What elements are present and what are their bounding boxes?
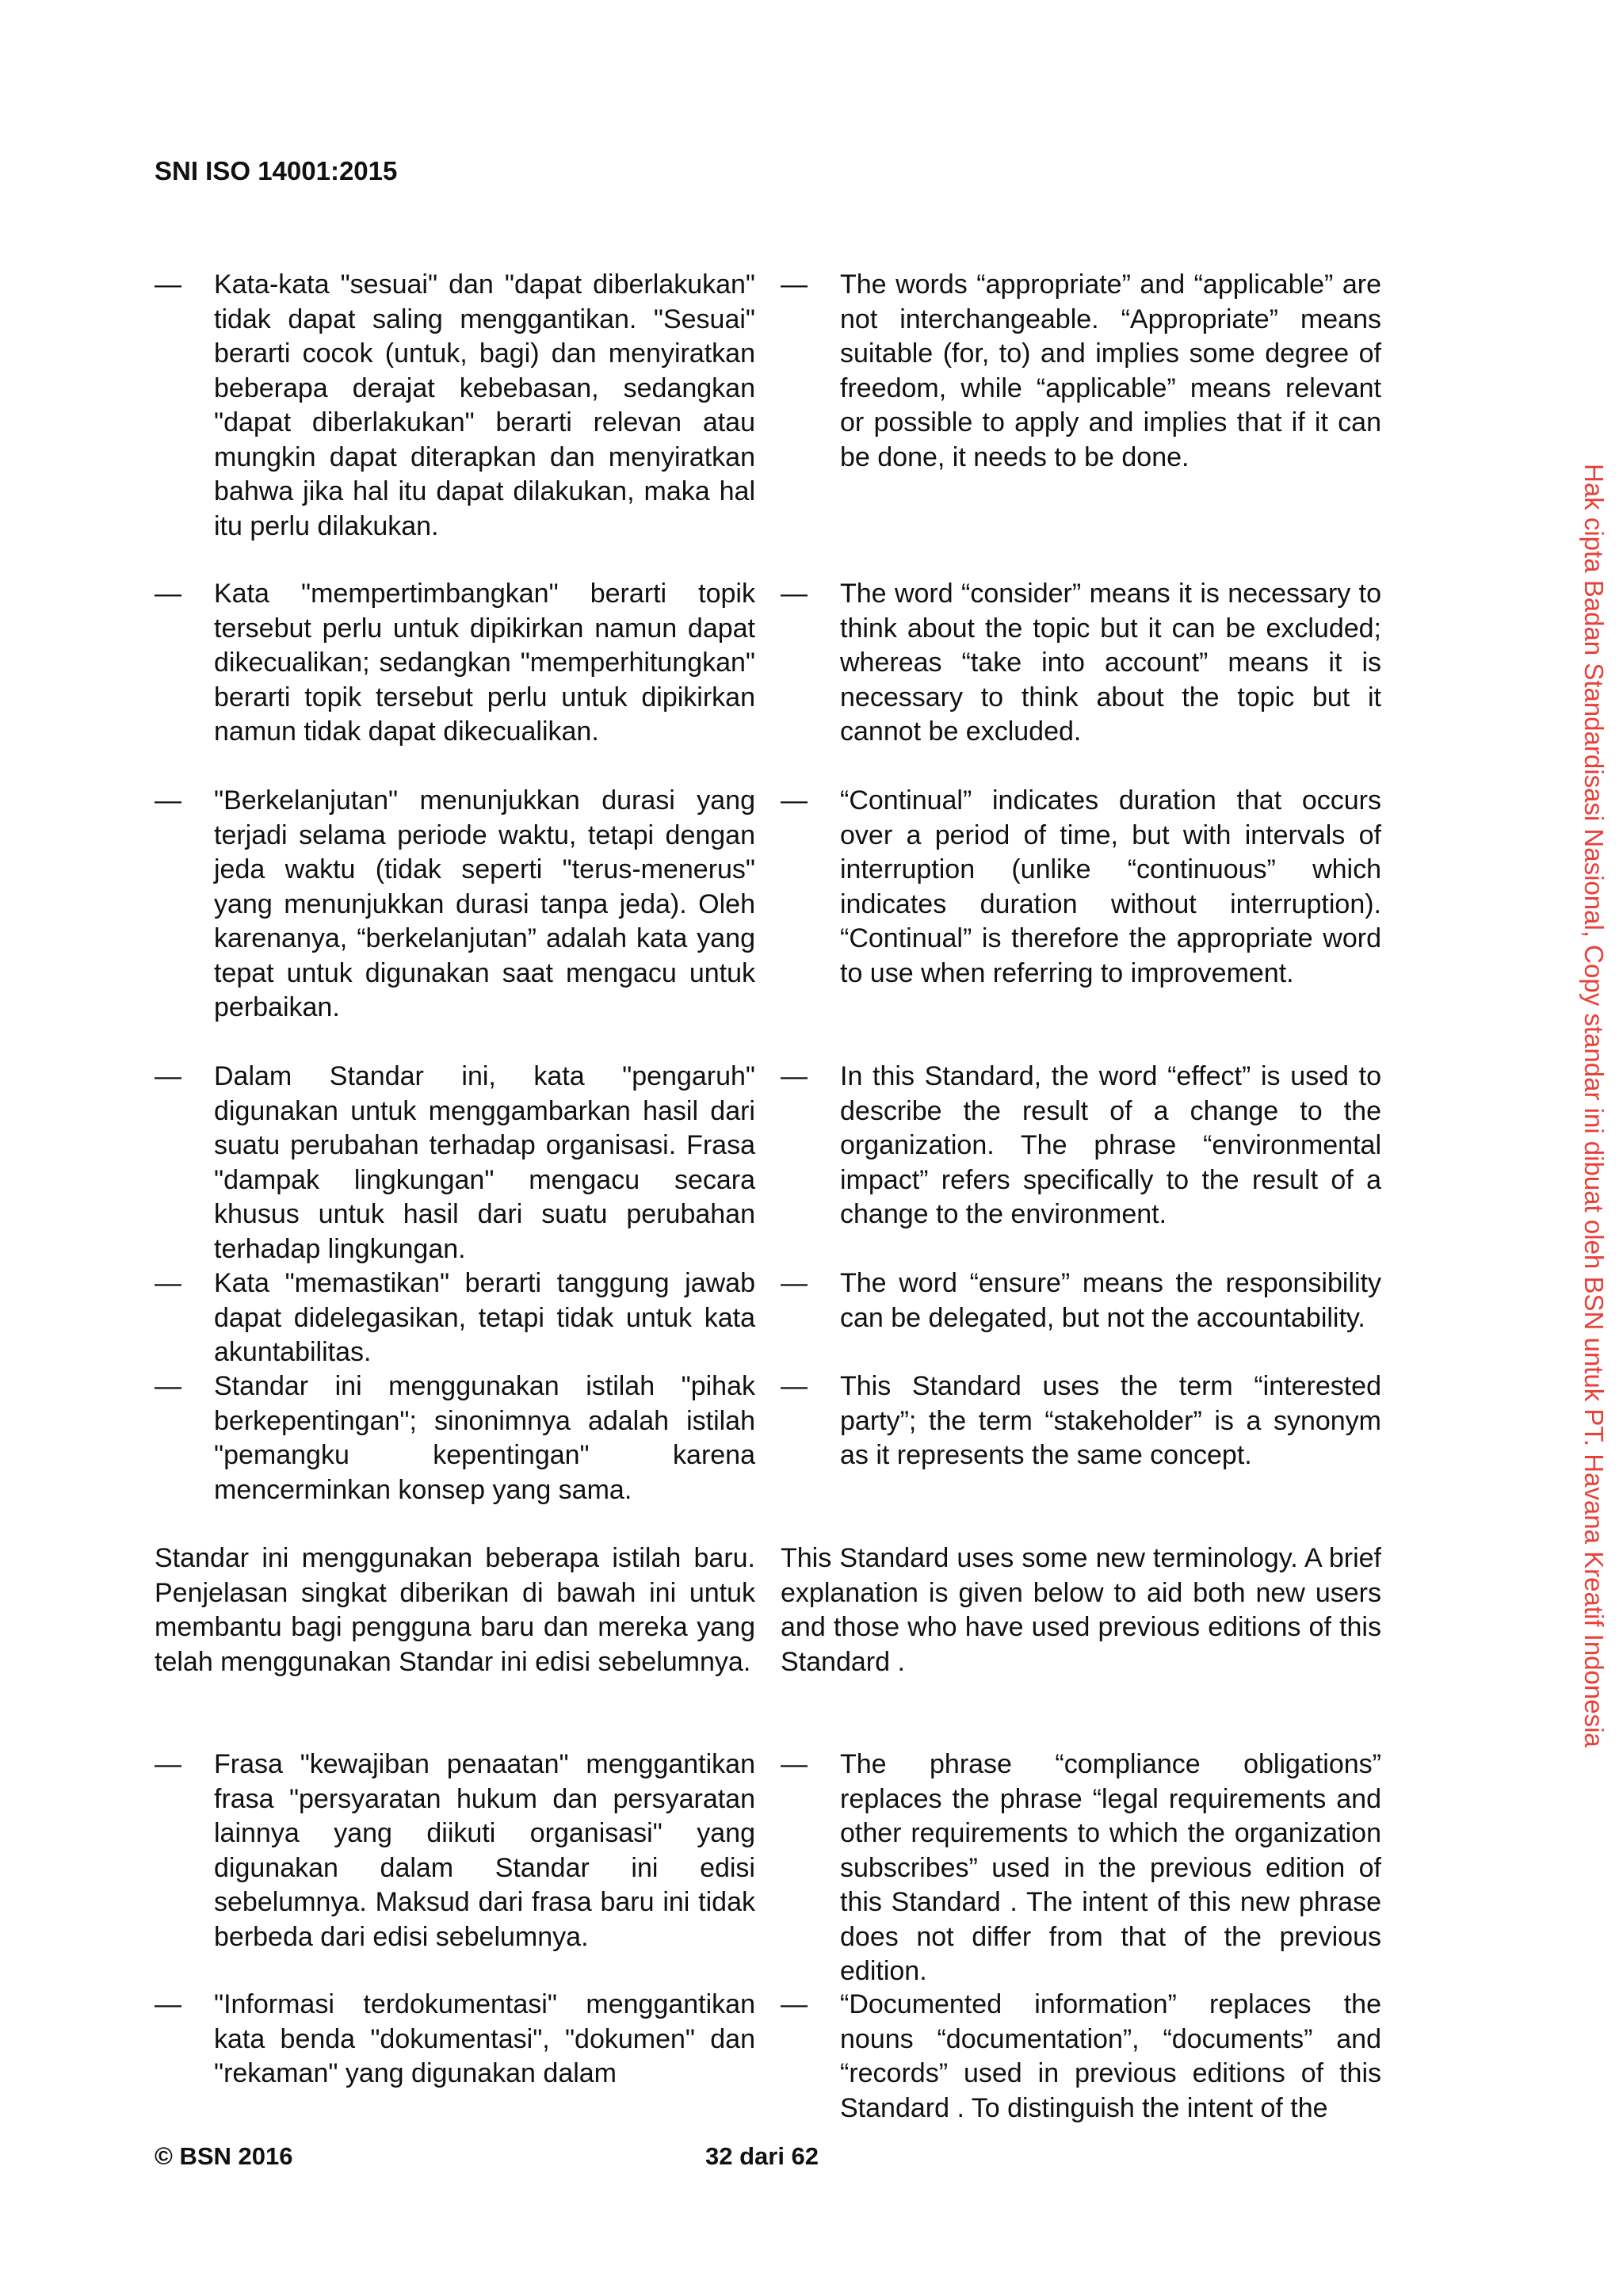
footer-page-number: 32 dari 62 bbox=[705, 2142, 819, 2170]
term-item-en bbox=[781, 268, 1381, 475]
term-item-id bbox=[155, 577, 755, 750]
bullet-dash: — bbox=[781, 1268, 808, 1298]
bullet-dash: — bbox=[155, 1371, 181, 1401]
item-text-en: The words “appropriate” and “applicable” are not interchangeable. “Appropriate” means suitable (for, to) and implies some degree of freedom, while “applicable” means relevant or possible to apply and implies that if it can be done, it needs to be done. bbox=[840, 269, 1381, 472]
bullet-dash: — bbox=[781, 785, 808, 816]
term-item-en bbox=[781, 1988, 1381, 2126]
document-code-header: SNI ISO 14001:2015 bbox=[155, 156, 398, 185]
item-text-en: “Continual” indicates duration that occurs over a period of time, but with intervals of interruption (unlike “continuous” which indicates duration without interruption). “Continual” is therefore the appropriate word to use when referring to improvement. bbox=[840, 785, 1381, 988]
term-item-id bbox=[155, 1988, 755, 2092]
item-text-id: "Informasi terdokumentasi" menggantikan kata benda "dokumentasi", "dokumen" dan "rekaman" yang digunakan dalam bbox=[214, 1989, 755, 2088]
term-item-en bbox=[781, 784, 1381, 991]
bullet-dash: — bbox=[781, 1061, 808, 1091]
term-item-id bbox=[155, 784, 755, 1026]
term-item-id bbox=[155, 1266, 755, 1370]
bullet-dash: — bbox=[155, 1989, 181, 2019]
term-item-en bbox=[781, 577, 1381, 750]
bullet-dash: — bbox=[781, 1989, 808, 2019]
item-text-en: This Standard uses the term “interested party”; the term “stakeholder” is a synonym as it represents the same concept. bbox=[840, 1371, 1381, 1470]
bullet-dash: — bbox=[155, 1061, 181, 1091]
bullet-dash: — bbox=[155, 1749, 181, 1779]
bullet-dash: — bbox=[781, 579, 808, 609]
item-text-en: The phrase “compliance obligations” replaces the phrase “legal requirements and other requirements to which the organization subscribes” used in the previous edition of this Standard . The intent of this new phrase does not differ from that of the previous edition. bbox=[840, 1749, 1381, 1986]
term-item-en bbox=[781, 1266, 1381, 1335]
bullet-dash: — bbox=[155, 785, 181, 816]
bullet-dash: — bbox=[781, 1371, 808, 1401]
intro-paragraph-en: This Standard uses some new terminology. A brief explanation is given below to aid both new users and those who have used previous editions of this Standard . bbox=[781, 1543, 1381, 1677]
item-text-en: The word “consider” means it is necessary to think about the topic but it can be excluded; whereas “take into account” means it is necessary to think about the topic but it cannot be excluded. bbox=[840, 579, 1381, 747]
term-item-en bbox=[781, 1748, 1381, 1989]
item-text-en: The word “ensure” means the responsibility can be delegated, but not the accountability. bbox=[840, 1268, 1381, 1333]
bullet-dash: — bbox=[155, 269, 181, 300]
footer-copyright: © BSN 2016 bbox=[155, 2142, 293, 2170]
item-text-id: Standar ini menggunakan istilah "pihak berkepentingan"; sinonimnya adalah istilah "pemangku kepentingan" karena mencerminkan konsep yang sama. bbox=[214, 1371, 755, 1505]
item-text-en: “Documented information” replaces the nouns “documentation”, “documents” and “records” used in previous editions of this Standard . To distinguish the intent of the bbox=[840, 1989, 1381, 2123]
copyright-watermark: Hak cipta Badan Standardisasi Nasional, Copy standar ini dibuat oleh BSN untuk PT. Havana Kreatif Indonesia bbox=[1579, 464, 1609, 1748]
bullet-dash: — bbox=[155, 579, 181, 609]
term-item-id bbox=[155, 1370, 755, 1507]
intro-paragraph-id: Standar ini menggunakan beberapa istilah baru. Penjelasan singkat diberikan di bawah ini untuk membantu bagi pengguna baru dan mereka yang telah menggunakan Standar ini edisi sebelumnya. bbox=[155, 1543, 755, 1677]
term-item-id bbox=[155, 268, 755, 544]
term-item-id bbox=[155, 1748, 755, 1954]
item-text-en: In this Standard, the word “effect” is used to describe the result of a change to the organization. The phrase “environmental impact” refers specifically to the result of a change to the environment. bbox=[840, 1061, 1381, 1229]
term-item-en bbox=[781, 1370, 1381, 1473]
item-text-id: Kata "mempertimbangkan" berarti topik tersebut perlu untuk dipikirkan namun dapat dikecualikan; sedangkan "memperhitungkan" berarti topik tersebut perlu untuk dipikirkan namun tidak dapat dikecualikan. bbox=[214, 579, 755, 747]
term-item-en bbox=[781, 1060, 1381, 1232]
item-text-id: Frasa "kewajiban penaatan" menggantikan frasa "persyaratan hukum dan persyaratan lainnya yang diikuti organisasi" yang digunakan dalam Standar ini edisi sebelumnya. Maksud dari frasa baru ini tidak berbeda dari edisi sebelumnya. bbox=[214, 1749, 755, 1952]
term-item-id bbox=[155, 1060, 755, 1266]
item-text-id: Kata-kata "sesuai" dan "dapat diberlakukan" tidak dapat saling menggantikan. "Sesuai" berarti cocok (untuk, bagi) dan menyiratkan beberapa derajat kebebasan, sedangkan "dapat diberlakukan" berarti relevan atau mungkin dapat diterapkan dan menyiratkan bahwa jika hal itu dapat dilakukan, maka hal itu perlu dilakukan. bbox=[214, 269, 755, 541]
bullet-dash: — bbox=[781, 1749, 808, 1779]
item-text-id: "Berkelanjutan" menunjukkan durasi yang terjadi selama periode waktu, tetapi dengan jeda waktu (tidak seperti "terus-menerus" yang menunjukkan durasi tanpa jeda). Oleh karenanya, “berkelanjutan” adalah kata yang tepat untuk digunakan saat mengacu untuk perbaikan. bbox=[214, 785, 755, 1022]
bullet-dash: — bbox=[155, 1268, 181, 1298]
item-text-id: Dalam Standar ini, kata "pengaruh" digunakan untuk menggambarkan hasil dari suatu perubahan terhadap organisasi. Frasa "dampak lingkungan" mengacu secara khusus untuk hasil dari suatu perubahan terhadap lingkungan. bbox=[214, 1061, 755, 1264]
bullet-dash: — bbox=[781, 269, 808, 300]
item-text-id: Kata "memastikan" berarti tanggung jawab dapat didelegasikan, tetapi tidak untuk kata akuntabilitas. bbox=[214, 1268, 755, 1367]
